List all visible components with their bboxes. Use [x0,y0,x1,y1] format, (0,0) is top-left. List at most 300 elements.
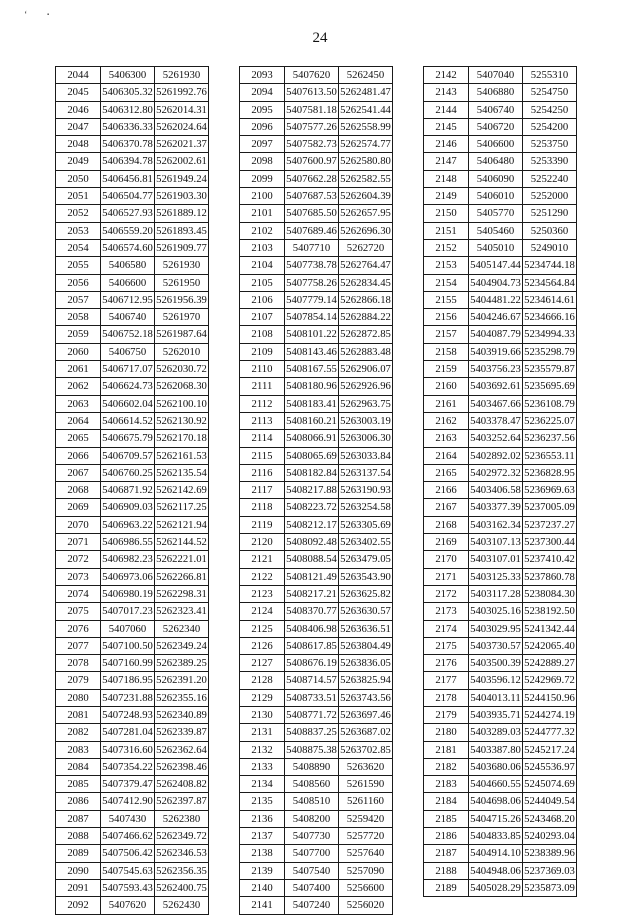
x-coordinate-cell: 5408406.98 [285,620,339,637]
point-number-cell: 2086 [56,793,101,810]
point-number-cell: 2062 [56,378,101,395]
y-coordinate-cell: 5262024.64 [155,118,209,135]
y-coordinate-cell: 5257640 [339,845,393,862]
x-coordinate-cell: 5406880 [469,84,523,101]
y-coordinate-cell: 5262121.94 [155,516,209,533]
point-number-cell: 2132 [240,741,285,758]
x-coordinate-cell: 5403025.16 [469,603,523,620]
point-number-cell: 2078 [56,655,101,672]
point-number-cell: 2171 [424,568,469,585]
y-coordinate-cell: 5262391.20 [155,672,209,689]
x-coordinate-cell: 5407506.42 [101,845,155,862]
point-number-cell: 2071 [56,534,101,551]
x-coordinate-cell: 5403919.66 [469,343,523,360]
table-row [56,706,209,723]
table-row [240,620,393,637]
point-number-cell: 2181 [424,741,469,758]
y-coordinate-cell: 5263636.51 [339,620,393,637]
point-number-cell: 2155 [424,291,469,308]
point-number-cell: 2182 [424,758,469,775]
y-coordinate-cell: 5245217.24 [523,741,577,758]
table-row [424,464,577,481]
point-number-cell: 2068 [56,482,101,499]
table-row [240,274,393,291]
table-row [424,810,577,827]
point-number-cell: 2138 [240,845,285,862]
table-row [56,257,209,274]
y-coordinate-cell: 5238192.50 [523,603,577,620]
coordinates-table-3 [423,66,577,897]
point-number-cell: 2107 [240,309,285,326]
point-number-cell: 2093 [240,67,285,84]
table-row [240,758,393,775]
x-coordinate-cell: 5407581.18 [285,101,339,118]
x-coordinate-cell: 5403107.13 [469,534,523,551]
point-number-cell: 2072 [56,551,101,568]
x-coordinate-cell: 5403467.66 [469,395,523,412]
table-row [56,793,209,810]
table-row [424,620,577,637]
y-coordinate-cell: 5262144.52 [155,534,209,551]
table-row [240,551,393,568]
x-coordinate-cell: 5404904.73 [469,274,523,291]
x-coordinate-cell: 5407412.90 [101,793,155,810]
table-row [424,828,577,845]
point-number-cell: 2075 [56,603,101,620]
x-coordinate-cell: 5406720 [469,118,523,135]
y-coordinate-cell: 5237300.44 [523,534,577,551]
y-coordinate-cell: 5254250 [523,101,577,118]
x-coordinate-cell: 5403730.57 [469,637,523,654]
point-number-cell: 2111 [240,378,285,395]
x-coordinate-cell: 5408167.55 [285,361,339,378]
y-coordinate-cell: 5262161.53 [155,447,209,464]
table-row [56,879,209,896]
x-coordinate-cell: 5406580 [101,257,155,274]
table-row [56,309,209,326]
y-coordinate-cell: 5261893.45 [155,222,209,239]
y-coordinate-cell: 5261992.76 [155,84,209,101]
x-coordinate-cell: 5402892.02 [469,447,523,464]
table-row [240,776,393,793]
y-coordinate-cell: 5261956.39 [155,291,209,308]
x-coordinate-cell: 5407186.95 [101,672,155,689]
y-coordinate-cell: 5261930 [155,67,209,84]
table-row [240,447,393,464]
x-coordinate-cell: 5407100.50 [101,637,155,654]
point-number-cell: 2057 [56,291,101,308]
point-number-cell: 2049 [56,153,101,170]
x-coordinate-cell: 5406480 [469,153,523,170]
table-row [424,603,577,620]
point-number-cell: 2177 [424,672,469,689]
table-row [56,724,209,741]
table-row [240,464,393,481]
x-coordinate-cell: 5408065.69 [285,447,339,464]
table-row [56,862,209,879]
x-coordinate-cell: 5406600 [469,136,523,153]
table-row [424,499,577,516]
table-row [424,655,577,672]
point-number-cell: 2123 [240,585,285,602]
point-number-cell: 2140 [240,879,285,896]
point-number-cell: 2089 [56,845,101,862]
table-row [56,118,209,135]
y-coordinate-cell: 5262362.64 [155,741,209,758]
point-number-cell: 2054 [56,239,101,256]
point-number-cell: 2080 [56,689,101,706]
point-number-cell: 2081 [56,706,101,723]
y-coordinate-cell: 5263825.94 [339,672,393,689]
y-coordinate-cell: 5262021.37 [155,136,209,153]
table-row [424,291,577,308]
x-coordinate-cell: 5403756.23 [469,361,523,378]
y-coordinate-cell: 5262450 [339,67,393,84]
point-number-cell: 2163 [424,430,469,447]
table-row [424,257,577,274]
y-coordinate-cell: 5263804.49 [339,637,393,654]
point-number-cell: 2076 [56,620,101,637]
x-coordinate-cell: 5403289.03 [469,724,523,741]
y-coordinate-cell: 5262883.48 [339,343,393,360]
x-coordinate-cell: 5407687.53 [285,188,339,205]
y-coordinate-cell: 5256600 [339,879,393,896]
x-coordinate-cell: 5407577.26 [285,118,339,135]
table-row [240,689,393,706]
point-number-cell: 2077 [56,637,101,654]
page-number: 24 [312,30,328,46]
table-row [424,101,577,118]
point-number-cell: 2188 [424,862,469,879]
table-row [424,585,577,602]
point-number-cell: 2161 [424,395,469,412]
x-coordinate-cell: 5408143.46 [285,343,339,360]
point-number-cell: 2094 [240,84,285,101]
point-number-cell: 2055 [56,257,101,274]
x-coordinate-cell: 5406909.03 [101,499,155,516]
point-number-cell: 2134 [240,776,285,793]
point-number-cell: 2103 [240,239,285,256]
y-coordinate-cell: 5237369.03 [523,862,577,879]
y-coordinate-cell: 5234666.16 [523,309,577,326]
x-coordinate-cell: 5407758.26 [285,274,339,291]
table-row [424,741,577,758]
x-coordinate-cell: 5407540 [285,862,339,879]
table-row [240,257,393,274]
y-coordinate-cell: 5244777.32 [523,724,577,741]
table-row [56,101,209,118]
point-number-cell: 2150 [424,205,469,222]
table-row [56,274,209,291]
x-coordinate-cell: 5406717.07 [101,361,155,378]
table-row [240,706,393,723]
y-coordinate-cell: 5235298.79 [523,343,577,360]
point-number-cell: 2106 [240,291,285,308]
y-coordinate-cell: 5262926.96 [339,378,393,395]
point-number-cell: 2108 [240,326,285,343]
table-row [56,585,209,602]
point-number-cell: 2044 [56,67,101,84]
point-number-cell: 2060 [56,343,101,360]
y-coordinate-cell: 5263702.85 [339,741,393,758]
table-row [56,464,209,481]
x-coordinate-cell: 5405010 [469,239,523,256]
point-number-cell: 2083 [56,741,101,758]
point-number-cell: 2096 [240,118,285,135]
point-number-cell: 2178 [424,689,469,706]
table-row [56,776,209,793]
point-number-cell: 2109 [240,343,285,360]
y-coordinate-cell: 5244049.54 [523,793,577,810]
point-number-cell: 2101 [240,205,285,222]
x-coordinate-cell: 5407620 [101,897,155,914]
y-coordinate-cell: 5253390 [523,153,577,170]
y-coordinate-cell: 5262582.55 [339,170,393,187]
point-number-cell: 2147 [424,153,469,170]
point-number-cell: 2162 [424,412,469,429]
y-coordinate-cell: 5262884.22 [339,309,393,326]
y-coordinate-cell: 5238389.96 [523,845,577,862]
x-coordinate-cell: 5406504.77 [101,188,155,205]
point-number-cell: 2168 [424,516,469,533]
y-coordinate-cell: 5235579.87 [523,361,577,378]
table-row [424,205,577,222]
y-coordinate-cell: 5262349.72 [155,828,209,845]
y-coordinate-cell: 5253750 [523,136,577,153]
point-number-cell: 2156 [424,309,469,326]
x-coordinate-cell: 5404914.10 [469,845,523,862]
x-coordinate-cell: 5403387.80 [469,741,523,758]
table-row [56,672,209,689]
x-coordinate-cell: 5405147.44 [469,257,523,274]
x-coordinate-cell: 5406740 [469,101,523,118]
y-coordinate-cell: 5242065.40 [523,637,577,654]
x-coordinate-cell: 5403680.06 [469,758,523,775]
y-coordinate-cell: 5261987.64 [155,326,209,343]
point-number-cell: 2045 [56,84,101,101]
point-number-cell: 2113 [240,412,285,429]
y-coordinate-cell: 5262657.95 [339,205,393,222]
point-number-cell: 2095 [240,101,285,118]
x-coordinate-cell: 5408714.57 [285,672,339,689]
point-number-cell: 2185 [424,810,469,827]
table-row [56,326,209,343]
table-row [240,862,393,879]
x-coordinate-cell: 5407710 [285,239,339,256]
table-row [240,516,393,533]
point-number-cell: 2129 [240,689,285,706]
x-coordinate-cell: 5408875.38 [285,741,339,758]
point-number-cell: 2135 [240,793,285,810]
x-coordinate-cell: 5407040 [469,67,523,84]
table-row [424,430,577,447]
y-coordinate-cell: 5251290 [523,205,577,222]
point-number-cell: 2126 [240,637,285,654]
y-coordinate-cell: 5262397.87 [155,793,209,810]
x-coordinate-cell: 5406300 [101,67,155,84]
x-coordinate-cell: 5407400 [285,879,339,896]
table-row [424,724,577,741]
point-number-cell: 2164 [424,447,469,464]
table-row [56,430,209,447]
point-number-cell: 2098 [240,153,285,170]
table-row [56,412,209,429]
point-number-cell: 2050 [56,170,101,187]
y-coordinate-cell: 5263402.55 [339,534,393,551]
x-coordinate-cell: 5408370.77 [285,603,339,620]
point-number-cell: 2063 [56,395,101,412]
y-coordinate-cell: 5263305.69 [339,516,393,533]
point-number-cell: 2189 [424,879,469,896]
point-number-cell: 2139 [240,862,285,879]
y-coordinate-cell: 5262408.82 [155,776,209,793]
x-coordinate-cell: 5406624.73 [101,378,155,395]
x-coordinate-cell: 5406600 [101,274,155,291]
x-coordinate-cell: 5405028.29 [469,879,523,896]
x-coordinate-cell: 5408733.51 [285,689,339,706]
y-coordinate-cell: 5234994.33 [523,326,577,343]
y-coordinate-cell: 5262142.69 [155,482,209,499]
y-coordinate-cell: 5263190.93 [339,482,393,499]
y-coordinate-cell: 5250360 [523,222,577,239]
y-coordinate-cell: 5237005.09 [523,499,577,516]
point-number-cell: 2173 [424,603,469,620]
x-coordinate-cell: 5404833.85 [469,828,523,845]
y-coordinate-cell: 5237410.42 [523,551,577,568]
margin-mark-right: ▪ [47,12,50,18]
table-row [56,655,209,672]
table-row [56,551,209,568]
y-coordinate-cell: 5259420 [339,810,393,827]
point-number-cell: 2059 [56,326,101,343]
x-coordinate-cell: 5408837.25 [285,724,339,741]
y-coordinate-cell: 5262380 [155,810,209,827]
x-coordinate-cell: 5404013.11 [469,689,523,706]
point-number-cell: 2066 [56,447,101,464]
table-row [56,239,209,256]
table-row [240,897,393,914]
x-coordinate-cell: 5403107.01 [469,551,523,568]
table-row [240,205,393,222]
table-row [56,499,209,516]
point-number-cell: 2157 [424,326,469,343]
table-row [424,534,577,551]
point-number-cell: 2167 [424,499,469,516]
x-coordinate-cell: 5408183.41 [285,395,339,412]
x-coordinate-cell: 5403029.95 [469,620,523,637]
point-number-cell: 2064 [56,412,101,429]
point-number-cell: 2122 [240,568,285,585]
table-row [56,516,209,533]
point-number-cell: 2130 [240,706,285,723]
x-coordinate-cell: 5403500.39 [469,655,523,672]
y-coordinate-cell: 5263687.02 [339,724,393,741]
point-number-cell: 2143 [424,84,469,101]
y-coordinate-cell: 5236553.11 [523,447,577,464]
point-number-cell: 2102 [240,222,285,239]
y-coordinate-cell: 5263620 [339,758,393,775]
x-coordinate-cell: 5404715.26 [469,810,523,827]
x-coordinate-cell: 5404660.55 [469,776,523,793]
y-coordinate-cell: 5261970 [155,309,209,326]
x-coordinate-cell: 5408066.91 [285,430,339,447]
x-coordinate-cell: 5406370.78 [101,136,155,153]
y-coordinate-cell: 5263033.84 [339,447,393,464]
table-row [424,309,577,326]
x-coordinate-cell: 5408223.72 [285,499,339,516]
point-number-cell: 2137 [240,828,285,845]
point-number-cell: 2073 [56,568,101,585]
x-coordinate-cell: 5408092.48 [285,534,339,551]
table-row [240,326,393,343]
coordinates-table-2 [239,66,393,915]
point-number-cell: 2119 [240,516,285,533]
y-coordinate-cell: 5244274.19 [523,706,577,723]
y-coordinate-cell: 5261889.12 [155,205,209,222]
table-row [240,136,393,153]
x-coordinate-cell: 5404246.67 [469,309,523,326]
y-coordinate-cell: 5262574.77 [339,136,393,153]
table-row [56,689,209,706]
x-coordinate-cell: 5407593.43 [101,879,155,896]
y-coordinate-cell: 5262100.10 [155,395,209,412]
y-coordinate-cell: 5261950 [155,274,209,291]
y-coordinate-cell: 5242889.27 [523,655,577,672]
x-coordinate-cell: 5407354.22 [101,758,155,775]
table-row [424,361,577,378]
point-number-cell: 2159 [424,361,469,378]
point-number-cell: 2174 [424,620,469,637]
table-row [424,447,577,464]
y-coordinate-cell: 5262355.16 [155,689,209,706]
y-coordinate-cell: 5262580.80 [339,153,393,170]
table-row [424,343,577,360]
point-number-cell: 2067 [56,464,101,481]
x-coordinate-cell: 5407240 [285,897,339,914]
point-number-cell: 2079 [56,672,101,689]
point-number-cell: 2120 [240,534,285,551]
x-coordinate-cell: 5408182.84 [285,464,339,481]
y-coordinate-cell: 5257720 [339,828,393,845]
x-coordinate-cell: 5407379.47 [101,776,155,793]
x-coordinate-cell: 5408180.96 [285,378,339,395]
y-coordinate-cell: 5245074.69 [523,776,577,793]
y-coordinate-cell: 5263479.05 [339,551,393,568]
x-coordinate-cell: 5407582.73 [285,136,339,153]
table-row [240,637,393,654]
point-number-cell: 2141 [240,897,285,914]
point-number-cell: 2116 [240,464,285,481]
y-coordinate-cell: 5234614.61 [523,291,577,308]
table-row [424,222,577,239]
y-coordinate-cell: 5262002.61 [155,153,209,170]
y-coordinate-cell: 5262340.89 [155,706,209,723]
point-number-cell: 2084 [56,758,101,775]
y-coordinate-cell: 5257090 [339,862,393,879]
table-row [240,361,393,378]
table-row [240,188,393,205]
point-number-cell: 2047 [56,118,101,135]
point-number-cell: 2154 [424,274,469,291]
table-row [240,309,393,326]
point-number-cell: 2104 [240,257,285,274]
y-coordinate-cell: 5262346.53 [155,845,209,862]
point-number-cell: 2184 [424,793,469,810]
x-coordinate-cell: 5406709.57 [101,447,155,464]
table-row [240,655,393,672]
table-row [424,793,577,810]
table-row [424,67,577,84]
